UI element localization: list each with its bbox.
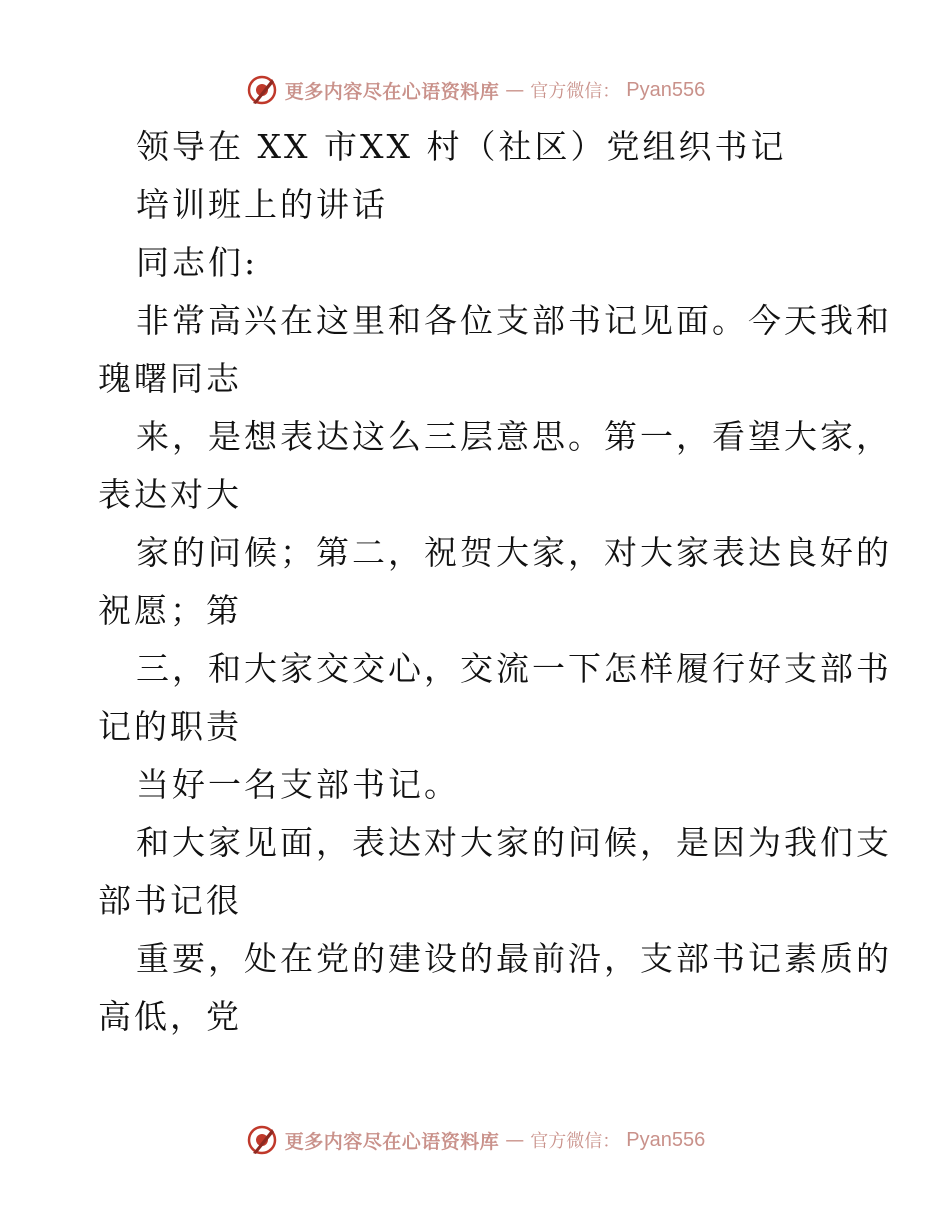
text-line: 同志们: <box>136 243 259 282</box>
text-line: 部书记很 <box>98 881 242 920</box>
text-line: 领导在 XX 市XX 村（社区）党组织书记 <box>136 127 787 166</box>
watermark-separator: — <box>505 79 525 101</box>
text-line: 当好一名支部书记。 <box>136 765 460 804</box>
document-body <box>98 118 892 1046</box>
footer-watermark <box>0 1120 950 1160</box>
quill-logo-icon <box>245 1123 279 1157</box>
text-line: 家的问候；第二，祝贺大家，对大家表达良好的 <box>136 533 892 572</box>
text-line: 培训班上的讲话 <box>136 185 388 224</box>
watermark-separator: — <box>505 1129 525 1151</box>
watermark-id: Pyan556 <box>626 78 706 101</box>
text-line: 非常高兴在这里和各位支部书记见面。今天我和 <box>136 301 892 340</box>
watermark-label: 官方微信： <box>530 1131 621 1152</box>
watermark-site-text: 更多内容尽在心语资料库 <box>284 80 500 103</box>
watermark-label: 官方微信： <box>530 81 621 102</box>
header-watermark <box>0 70 950 110</box>
text-line: 瑰曙同志 <box>98 359 242 398</box>
text-line: 记的职责 <box>98 707 242 746</box>
text-line: 来，是想表达这么三层意思。第一，看望大家， <box>136 417 892 456</box>
text-line: 高低，党 <box>98 997 242 1036</box>
watermark-site-text: 更多内容尽在心语资料库 <box>284 1130 500 1153</box>
text-line: 三，和大家交交心，交流一下怎样履行好支部书 <box>136 649 892 688</box>
text-line: 表达对大 <box>98 475 242 514</box>
text-line: 重要，处在党的建设的最前沿，支部书记素质的 <box>136 939 892 978</box>
text-line: 祝愿；第 <box>98 591 242 630</box>
watermark-id: Pyan556 <box>626 1128 706 1151</box>
text-line: 和大家见面，表达对大家的问候，是因为我们支 <box>136 823 892 862</box>
quill-logo-icon <box>245 73 279 107</box>
